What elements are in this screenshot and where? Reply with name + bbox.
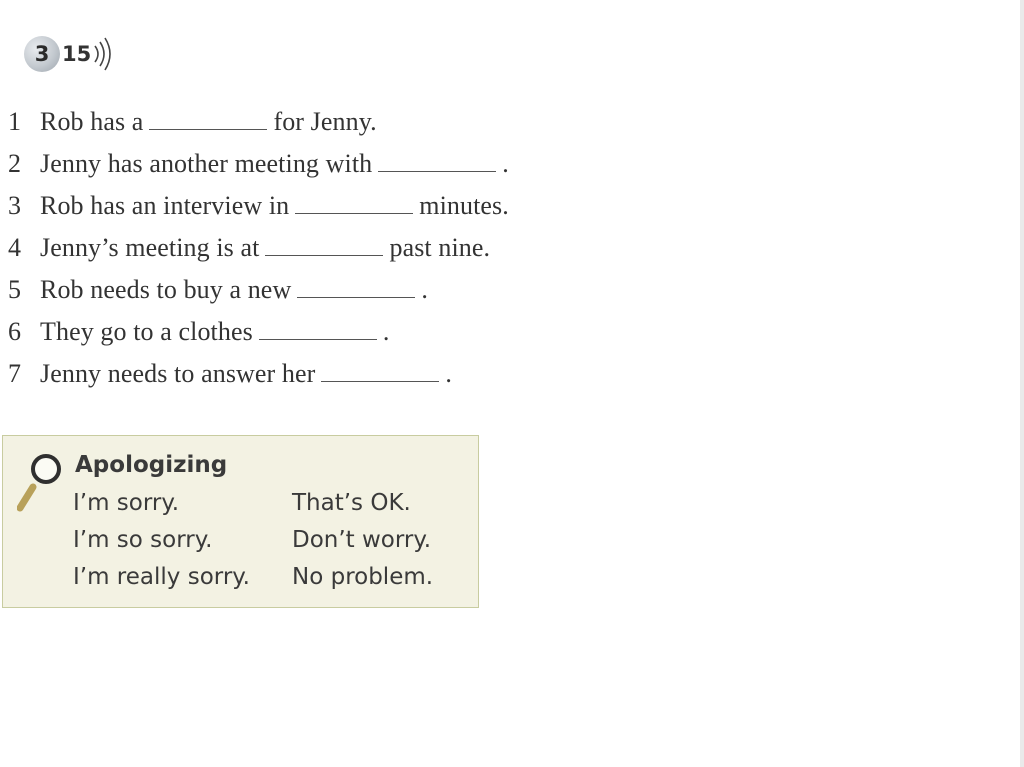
exercise-item bbox=[8, 233, 490, 263]
response-phrase: That’s OK. bbox=[292, 490, 411, 516]
track-number: 15 bbox=[62, 42, 92, 66]
item-text-before: Rob needs to buy a new bbox=[40, 275, 292, 304]
answer-blank[interactable] bbox=[259, 333, 377, 340]
answer-blank[interactable] bbox=[321, 375, 439, 382]
item-text-after: . bbox=[382, 317, 390, 346]
audio-track-badge[interactable] bbox=[24, 34, 114, 74]
exercise-item bbox=[8, 317, 389, 347]
response-phrase: Don’t worry. bbox=[292, 527, 432, 553]
apology-phrase: I’m sorry. bbox=[73, 490, 180, 516]
audio-waves-icon bbox=[92, 34, 114, 74]
answer-blank[interactable] bbox=[265, 249, 383, 256]
item-number: 1 bbox=[8, 107, 22, 136]
cd-number-disc: 3 bbox=[24, 36, 60, 72]
item-text-after: . bbox=[502, 149, 509, 178]
exercise-item bbox=[8, 149, 509, 179]
item-text-after: for Jenny. bbox=[273, 107, 377, 136]
magnifier-icon bbox=[17, 452, 69, 518]
item-text-before: Jenny has another meeting with bbox=[40, 149, 373, 178]
answer-blank[interactable] bbox=[297, 291, 415, 298]
item-text-before: Rob has an interview in bbox=[40, 191, 290, 220]
item-number: 4 bbox=[8, 233, 22, 262]
answer-blank[interactable] bbox=[378, 165, 496, 172]
item-text-after: past nine. bbox=[389, 233, 491, 262]
apology-phrase: I’m really sorry. bbox=[73, 564, 250, 590]
item-text-after: . bbox=[445, 359, 453, 388]
item-text-before: Jenny’s meeting is at bbox=[40, 233, 260, 262]
page-edge bbox=[1020, 0, 1024, 767]
answer-blank[interactable] bbox=[149, 123, 267, 130]
apologizing-tip-box bbox=[2, 435, 479, 608]
exercise-item bbox=[8, 359, 452, 389]
item-number: 2 bbox=[8, 149, 22, 178]
item-number: 6 bbox=[8, 317, 22, 346]
apology-phrase: I’m so sorry. bbox=[73, 527, 213, 553]
tip-title: Apologizing bbox=[75, 452, 228, 478]
item-number: 7 bbox=[8, 359, 22, 388]
answer-blank[interactable] bbox=[295, 207, 413, 214]
item-text-before: Rob has a bbox=[40, 107, 144, 136]
response-phrase: No problem. bbox=[292, 564, 434, 590]
item-text-after: . bbox=[421, 275, 428, 304]
item-text-before: They go to a clothes bbox=[40, 317, 253, 346]
exercise-item bbox=[8, 275, 428, 305]
exercise-item bbox=[8, 191, 509, 221]
exercise-item bbox=[8, 107, 377, 137]
item-number: 3 bbox=[8, 191, 22, 220]
item-number: 5 bbox=[8, 275, 22, 304]
item-text-before: Jenny needs to answer her bbox=[40, 359, 316, 388]
item-text-after: minutes. bbox=[419, 191, 509, 220]
